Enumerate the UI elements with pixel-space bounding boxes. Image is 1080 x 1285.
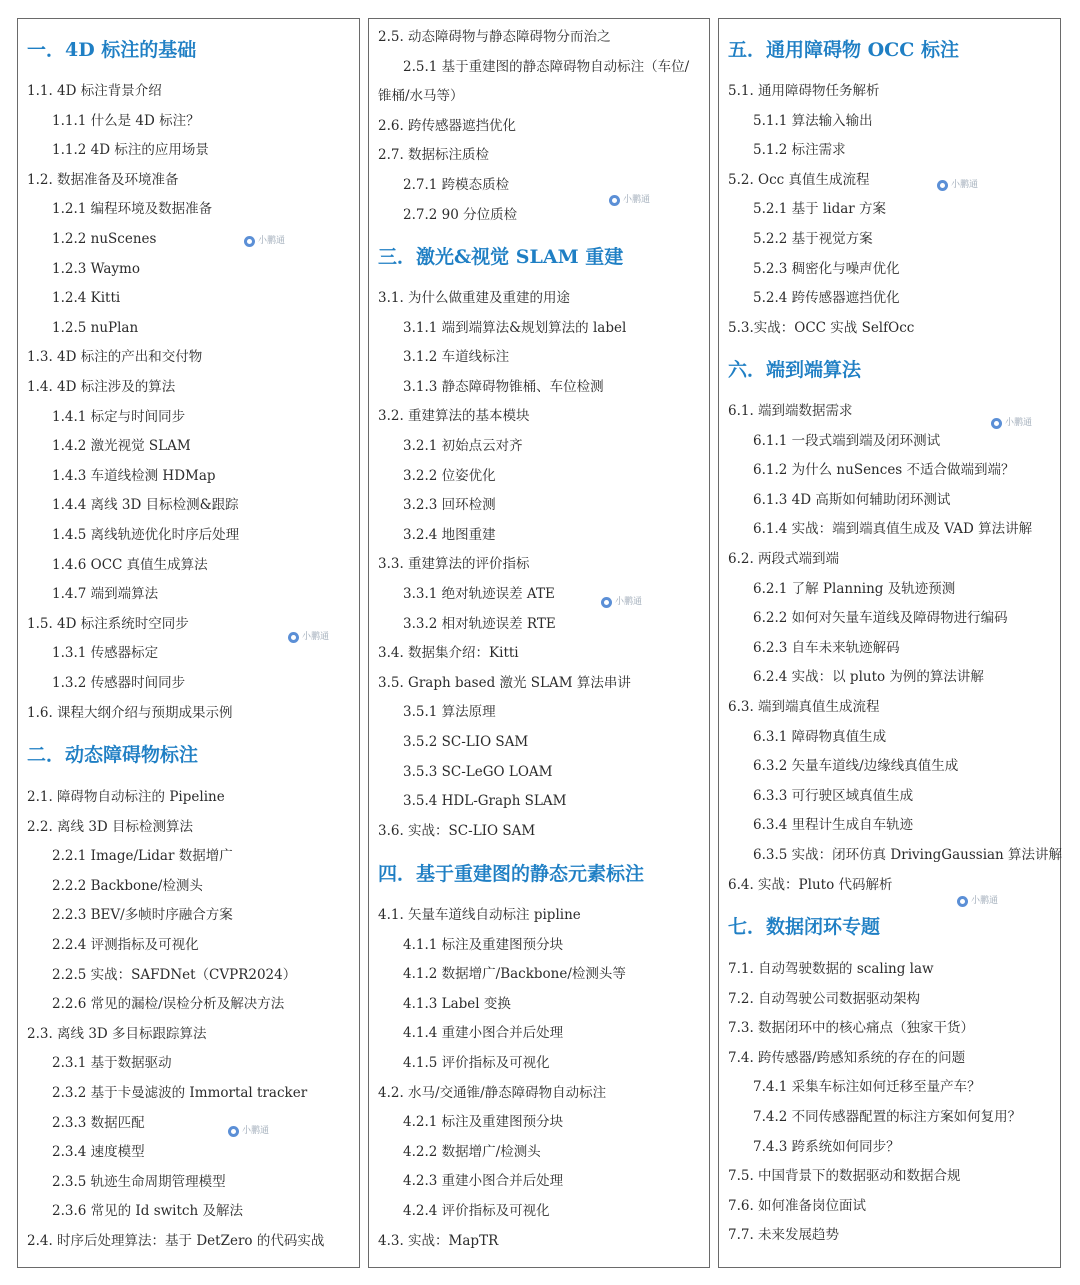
toc-entry: 7.1. 自动驾驶数据的 scaling law (728, 961, 934, 977)
toc-entry: 2.6. 跨传感器遮挡优化 (378, 117, 517, 134)
toc-entry: 6.3.1 障碍物真值生成 (753, 728, 887, 745)
toc-entry: 5.2.2 基于视觉方案 (753, 231, 873, 247)
toc-entry: 2.5.1 基于重建图的静态障碍物自动标注（车位/ (403, 58, 690, 75)
toc-entry: 7.6. 如何准备岗位面试 (728, 1197, 867, 1214)
watermark-text: 小鹏通 (258, 236, 286, 246)
toc-entry: 5.2. Occ 真值生成流程 (728, 171, 870, 188)
toc-entry: 3.3.2 相对轨迹误差 RTE (403, 615, 556, 632)
watermark (288, 631, 329, 643)
toc-entry: 3.1. 为什么做重建及重建的用途 (378, 290, 571, 306)
toc-entry: 2.3. 离线 3D 多目标跟踪算法 (27, 1025, 207, 1042)
toc-entry: 4.2. 水马/交通锥/静态障碍物自动标注 (378, 1084, 607, 1101)
toc-entry: 1.4.2 激光视觉 SLAM (52, 438, 191, 455)
toc-entry: 1.6. 课程大纲介绍与预期成果示例 (27, 704, 233, 721)
toc-entry: 7.5. 中国背景下的数据驱动和数据合规 (728, 1168, 961, 1185)
watermark-logo-icon (244, 236, 255, 247)
toc-entry: 3.5.2 SC-LIO SAM (403, 734, 529, 750)
toc-entry: 6.1.4 实战：端到端真值生成及 VAD 算法讲解 (753, 521, 1033, 538)
watermark-logo-icon (228, 1126, 239, 1137)
toc-entry: 7.4.1 采集车标注如何迁移至量产车？ (753, 1079, 981, 1096)
toc-entry: 3.4. 数据集介绍：Kitti (378, 645, 519, 662)
toc-entry: 4.1.4 重建小图合并后处理 (403, 1025, 564, 1042)
section-5-heading: 五．通用障碍物 OCC 标注 (728, 39, 960, 61)
column-1 (17, 18, 360, 1268)
toc-entry: 4.1. 矢量车道线自动标注 pipline (378, 907, 581, 923)
toc-entry: 1.2.4 Kitti (52, 290, 121, 307)
toc-entry: 5.1.1 算法输入输出 (753, 112, 873, 129)
watermark (228, 1125, 269, 1137)
toc-entry: 1.3. 4D 标注的产出和交付物 (27, 349, 203, 366)
toc-entry: 1.2. 数据准备及环境准备 (27, 171, 179, 188)
toc-entry: 2.2. 离线 3D 目标检测算法 (27, 818, 194, 835)
toc-entry: 2.3.1 基于数据驱动 (52, 1055, 172, 1072)
toc-entry: 6.3.2 矢量车道线/边缘线真值生成 (753, 758, 959, 775)
toc-entry: 6.1.3 4D 高斯如何辅助闭环测试 (753, 491, 951, 508)
watermark-text: 小鹏通 (951, 180, 979, 190)
watermark-text: 小鹏通 (1005, 418, 1033, 428)
toc-entry: 2.3.6 常见的 Id switch 及解法 (52, 1203, 243, 1220)
toc-entry: 3.1.1 端到端算法&规划算法的 label (403, 319, 627, 336)
toc-entry: 3.1.3 静态障碍物锥桶、车位检测 (403, 378, 604, 395)
toc-entry: 2.2.6 常见的漏检/误检分析及解决方法 (52, 996, 285, 1013)
toc-entry: 3.2.2 位姿优化 (403, 467, 496, 484)
section-6-heading: 六．端到端算法 (728, 359, 862, 381)
toc-entry: 3.2.3 回环检测 (403, 497, 496, 514)
section-4-heading: 四．基于重建图的静态元素标注 (378, 863, 645, 885)
toc-entry: 1.4.7 端到端算法 (52, 586, 159, 603)
toc-entry: 4.1.1 标注及重建图预分块 (403, 936, 564, 953)
toc-entry: 1.4.6 OCC 真值生成算法 (52, 556, 208, 573)
toc-entry: 1.3.1 传感器标定 (52, 645, 159, 662)
toc-entry: 1.3.2 传感器时间同步 (52, 675, 186, 691)
toc-entry: 4.2.2 数据增广/检测头 (403, 1143, 541, 1160)
toc-entry: 1.2.5 nuPlan (52, 319, 139, 336)
toc-entry: 1.4.4 离线 3D 目标检测&跟踪 (52, 497, 239, 514)
toc-entry: 5.1.2 标注需求 (753, 142, 846, 159)
toc-entry: 1.4.1 标定与时间同步 (52, 408, 186, 425)
toc-entry: 7.4. 跨传感器/跨感知系统的存在的问题 (728, 1049, 966, 1066)
toc-entry: 7.2. 自动驾驶公司数据驱动架构 (728, 990, 921, 1007)
toc-entry: 6.2.2 如何对矢量车道线及障碍物进行编码 (753, 610, 1008, 627)
toc-entry: 6.2.4 实战：以 pluto 为例的算法讲解 (753, 669, 984, 686)
toc-entry: 3.3. 重建算法的评价指标 (378, 556, 530, 573)
toc-entry: 1.5. 4D 标注系统时空同步 (27, 615, 189, 632)
watermark (244, 235, 285, 247)
toc-entry: 3.5. Graph based 激光 SLAM 算法串讲 (378, 674, 631, 691)
watermark (957, 895, 998, 907)
column-2 (368, 18, 710, 1268)
toc-entry: 1.1.2 4D 标注的应用场景 (52, 142, 209, 159)
toc-entry: 5.2.3 稠密化与噪声优化 (753, 260, 900, 277)
toc-entry: 3.2. 重建算法的基本模块 (378, 408, 530, 425)
toc-entry: 7.3. 数据闭环中的核心痛点（独家干货） (728, 1020, 975, 1037)
toc-entry: 6.4. 实战：Pluto 代码解析 (728, 876, 893, 893)
toc-entry: 5.1. 通用障碍物任务解析 (728, 83, 880, 99)
toc-entry: 7.4.3 跨系统如何同步？ (753, 1138, 900, 1155)
toc-entry: 6.2.3 自车未来轨迹解码 (753, 639, 900, 656)
toc-entry: 2.7.1 跨模态质检 (403, 177, 510, 193)
watermark (991, 417, 1032, 429)
toc-entry: 2.5. 动态障碍物与静态障碍物分而治之 (378, 29, 611, 45)
toc-entry: 1.4.5 离线轨迹优化时序后处理 (52, 527, 240, 543)
watermark-logo-icon (957, 896, 968, 907)
toc-entry: 1.1. 4D 标注背景介绍 (27, 83, 162, 99)
toc-entry: 3.2.4 地图重建 (403, 526, 496, 543)
toc-entry: 1.2.2 nuScenes (52, 231, 157, 247)
toc-entry: 2.2.4 评测指标及可视化 (52, 937, 199, 953)
watermark-logo-icon (609, 195, 620, 206)
toc-entry: 6.1.2 为什么 nuSences 不适合做端到端？ (753, 462, 1015, 479)
watermark-logo-icon (288, 632, 299, 643)
toc-entry: 2.7. 数据标注质检 (378, 147, 490, 164)
toc-entry: 2.2.5 实战：SAFDNet（CVPR2024） (52, 966, 297, 983)
toc-entry: 6.3. 端到端真值生成流程 (728, 699, 880, 715)
toc-entry: 2.3.2 基于卡曼滤波的 Immortal tracker (52, 1085, 308, 1101)
toc-entry: 1.2.3 Waymo (52, 260, 140, 277)
toc-entry: 6.1. 端到端数据需求 (728, 403, 853, 419)
column-3 (718, 18, 1061, 1268)
toc-entry: 2.3.5 轨迹生命周期管理模型 (52, 1173, 226, 1190)
toc-entry: 5.2.4 跨传感器遮挡优化 (753, 290, 900, 307)
toc-entry: 4.2.3 重建小图合并后处理 (403, 1173, 564, 1190)
toc-entry: 4.1.5 评价指标及可视化 (403, 1055, 550, 1071)
watermark (601, 596, 642, 608)
toc-entry: 5.2.1 基于 lidar 方案 (753, 201, 887, 218)
watermark-logo-icon (601, 597, 612, 608)
toc-entry: 2.3.3 数据匹配 (52, 1114, 145, 1131)
toc-entry: 2.2.3 BEV/多帧时序融合方案 (52, 907, 233, 924)
toc-entry: 2.1. 障碍物自动标注的 Pipeline (27, 789, 225, 805)
toc-entry: 1.4. 4D 标注涉及的算法 (27, 379, 176, 395)
toc-entry: 1.2.1 编程环境及数据准备 (52, 201, 213, 218)
watermark (609, 194, 650, 206)
toc-entry: 6.3.4 里程计生成自车轨迹 (753, 817, 914, 834)
section-7-heading: 七．数据闭环专题 (728, 916, 881, 938)
toc-entry: 4.1.2 数据增广/Backbone/检测头等 (403, 966, 626, 983)
toc-entry: 1.4.3 车道线检测 HDMap (52, 467, 216, 484)
toc-entry: 6.3.3 可行驶区域真值生成 (753, 787, 914, 804)
watermark-text: 小鹏通 (623, 195, 651, 205)
toc-entry: 3.6. 实战：SC-LIO SAM (378, 822, 536, 839)
toc-entry: 7.7. 未来发展趋势 (728, 1227, 840, 1244)
watermark-text: 小鹏通 (302, 632, 330, 642)
watermark-text: 小鹏通 (615, 597, 643, 607)
toc-entry: 2.3.4 速度模型 (52, 1144, 145, 1161)
toc-entry: 2.7.2 90 分位质检 (403, 206, 518, 223)
watermark-text: 小鹏通 (242, 1126, 270, 1136)
watermark (937, 179, 978, 191)
watermark-logo-icon (937, 180, 948, 191)
toc-entry: 6.2. 两段式端到端 (728, 551, 840, 567)
toc-entry: 6.2.1 了解 Planning 及轨迹预测 (753, 580, 956, 597)
section-3-heading: 三．激光&视觉 SLAM 重建 (378, 246, 624, 268)
section-2-heading: 二．动态障碍物标注 (27, 744, 199, 766)
toc-entry: 3.1.2 车道线标注 (403, 349, 510, 366)
watermark-logo-icon (991, 418, 1002, 429)
toc-entry: 6.3.5 实战：闭环仿真 DrivingGaussian 算法讲解 (753, 847, 1063, 863)
toc-entry: 锥桶/水马等） (378, 88, 464, 105)
toc-entry: 4.3. 实战：MapTR (378, 1232, 499, 1249)
toc-entry: 4.1.3 Label 变换 (403, 995, 511, 1012)
toc-entry: 1.1.1 什么是 4D 标注？ (52, 112, 200, 129)
toc-entry: 3.3.1 绝对轨迹误差 ATE (403, 586, 555, 602)
toc-entry: 6.1.1 一段式端到端及闭环测试 (753, 432, 941, 449)
toc-entry: 2.2.2 Backbone/检测头 (52, 877, 203, 894)
toc-entry: 2.2.1 Image/Lidar 数据增广 (52, 848, 233, 865)
toc-entry: 2.4. 时序后处理算法：基于 DetZero 的代码实战 (27, 1233, 325, 1249)
toc-entry: 4.2.4 评价指标及可视化 (403, 1203, 550, 1219)
toc-entry: 3.2.1 初始点云对齐 (403, 438, 523, 454)
watermark-text: 小鹏通 (971, 896, 999, 906)
toc-entry: 3.5.4 HDL-Graph SLAM (403, 793, 567, 810)
toc-entry: 4.2.1 标注及重建图预分块 (403, 1114, 564, 1131)
toc-entry: 5.3.实战：OCC 实战 SelfOcc (728, 319, 915, 336)
section-1-heading: 一．4D 标注的基础 (27, 39, 197, 61)
toc-entry: 3.5.3 SC-LeGO LOAM (403, 763, 553, 780)
toc-entry: 3.5.1 算法原理 (403, 704, 496, 721)
toc-entry: 7.4.2 不同传感器配置的标注方案如何复用？ (753, 1109, 1022, 1125)
